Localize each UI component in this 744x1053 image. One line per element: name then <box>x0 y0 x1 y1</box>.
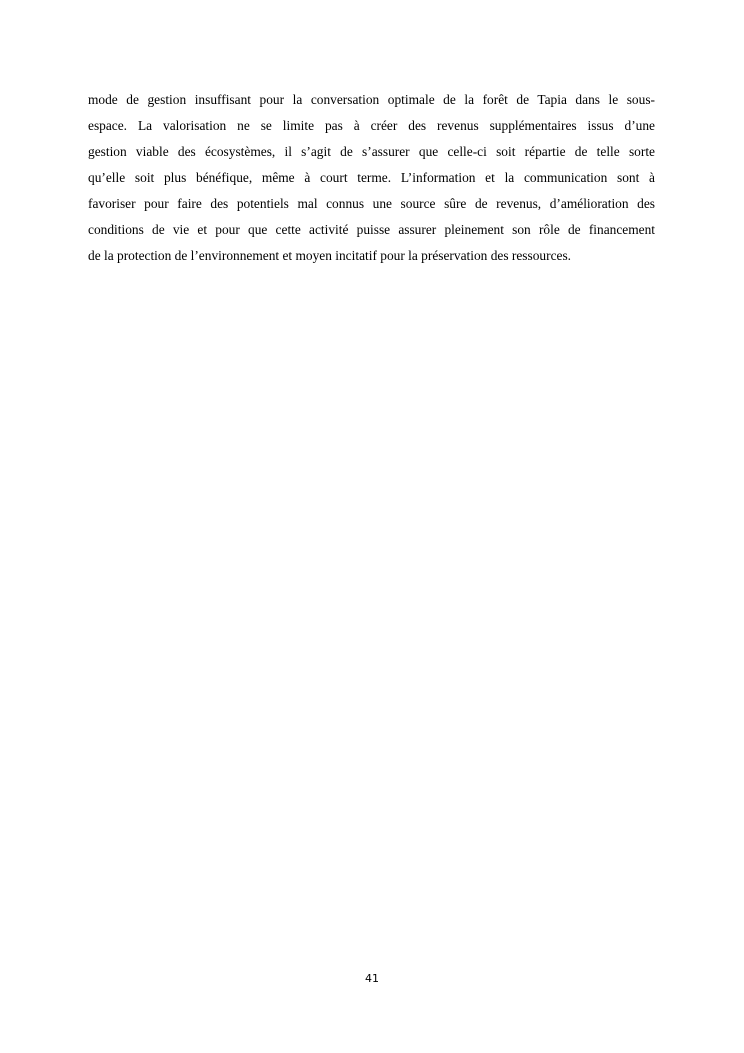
paragraph-line: conditions de vie et pour que cette activité puisse assurer pleinement son rôle de financement <box>88 222 655 237</box>
paragraph-line: espace. La valorisation ne se limite pas à créer des revenus supplémentaires issus d’une <box>88 118 655 133</box>
body-paragraph <box>88 87 655 269</box>
paragraph-line: qu’elle soit plus bénéfique, même à court terme. L’information et la communication sont à <box>88 170 655 185</box>
paragraph-line: mode de gestion insuffisant pour la conversation optimale de la forêt de Tapia dans le sous- <box>88 92 655 107</box>
paragraph-line: de la protection de l’environnement et moyen incitatif pour la préservation des ressources. <box>88 248 572 263</box>
paragraph-line: gestion viable des écosystèmes, il s’agit de s’assurer que celle-ci soit répartie de telle sorte <box>88 144 655 159</box>
page-number: 41 <box>365 972 379 985</box>
paragraph-line: favoriser pour faire des potentiels mal connus une source sûre de revenus, d’amélioration des <box>88 196 655 211</box>
